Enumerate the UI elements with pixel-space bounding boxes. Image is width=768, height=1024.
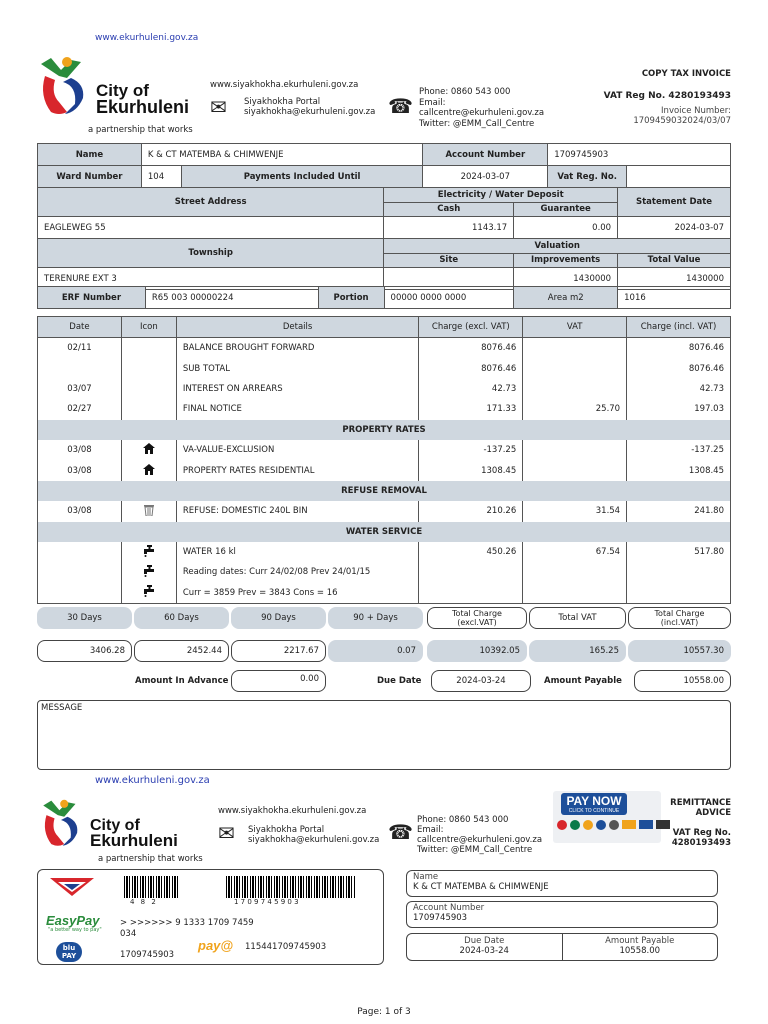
pay-now-panel[interactable] [553, 791, 661, 843]
easypay-tagline: "a better way to pay" [48, 927, 102, 933]
section-header-row [38, 420, 731, 440]
account-number: 1709745903 [548, 144, 731, 166]
row-charge-excl: 42.73 [419, 379, 523, 399]
phone-text: Phone: 0860 543 000 [419, 87, 511, 97]
row-charge-excl [419, 562, 523, 582]
row-icon [121, 338, 176, 359]
row-details: INTEREST ON ARREARS [176, 379, 419, 399]
table-row [38, 358, 731, 378]
improvements-label: Improvements [514, 253, 618, 268]
house-icon [121, 440, 176, 460]
ward-number-label: Ward Number [38, 166, 142, 188]
vat-reg-label: Vat Reg. No. [548, 166, 627, 188]
remit-email[interactable]: callcentre@ekurhuleni.gov.za [417, 835, 543, 845]
vat-reg-value [627, 166, 731, 188]
row-details: Reading dates: Curr 24/02/08 Prev 24/01/15 [176, 562, 419, 582]
row-vat: 25.70 [523, 399, 627, 419]
row-details: REFUSE: DOMESTIC 240L BIN [176, 501, 419, 521]
aging-60-label: 60 Days [134, 607, 229, 629]
barcode-2 [226, 876, 356, 898]
page-number: Page: 1 of 3 [357, 1007, 411, 1017]
total-excl-value: 10392.05 [427, 640, 527, 662]
city-logo-remit-icon [37, 799, 85, 849]
amount-payable-label: Amount Payable [544, 676, 622, 686]
row-charge-incl [627, 583, 731, 604]
col-vat: VAT [523, 317, 627, 338]
remit-title-2: ADVICE [695, 807, 731, 818]
cash-deposit: 1143.17 [384, 217, 514, 239]
remit-due-payable-box [406, 933, 718, 961]
barcode-1-text: 4 8 2 [130, 898, 158, 906]
section-title: REFUSE REMOVAL [38, 481, 731, 501]
street-address: EAGLEWEG 55 [38, 217, 384, 239]
table-row [38, 562, 731, 582]
bank-logo-icon [557, 820, 567, 830]
row-details: Curr = 3859 Prev = 3843 Cons = 16 [176, 583, 419, 604]
eft-icon [656, 820, 670, 829]
tagline-remit: a partnership that works [98, 854, 203, 864]
row-details: WATER 16 kl [176, 542, 419, 562]
portal-name: Siyakhokha Portal [244, 97, 321, 107]
deposit-label: Electricity / Water Deposit [384, 188, 618, 203]
logo-remit-line2: Ekurhuleni [90, 831, 178, 850]
blupay-reference: 1709745903 [120, 950, 175, 960]
name-label: Name [38, 144, 142, 166]
row-charge-incl: 517.80 [627, 542, 731, 562]
row-details: SUB TOTAL [176, 358, 419, 378]
envelope-icon: ✉ [210, 95, 227, 119]
row-vat [523, 583, 627, 604]
portion-label: Portion [318, 287, 384, 309]
aging-30-value: 3406.28 [37, 640, 132, 662]
row-charge-excl: 8076.46 [419, 358, 523, 378]
improvements-value: 1430000 [514, 268, 618, 290]
row-charge-excl: 1308.45 [419, 460, 523, 480]
payments-until: 2024-03-07 [423, 166, 548, 188]
col-icon: Icon [121, 317, 176, 338]
row-charge-incl: 1308.45 [627, 460, 731, 480]
bank-logo-icon [570, 820, 580, 830]
property-details-table [37, 187, 731, 290]
logo-remit-line1: City of [90, 817, 140, 834]
row-charge-incl: 42.73 [627, 379, 731, 399]
row-date: 02/27 [38, 399, 122, 419]
statement-date: 2024-03-07 [618, 217, 731, 239]
row-charge-excl: 210.26 [419, 501, 523, 521]
easypay-logo-icon: EasyPay [46, 913, 100, 928]
guarantee-deposit: 0.00 [514, 217, 618, 239]
col-charge-incl: Charge (incl. VAT) [627, 317, 731, 338]
bank-logo-icon [609, 820, 619, 830]
row-charge-incl: -137.25 [627, 440, 731, 460]
row-charge-incl [627, 562, 731, 582]
remit-portal-url[interactable]: www.siyakhokha.ekurhuleni.gov.za [218, 806, 367, 816]
row-vat [523, 379, 627, 399]
row-date [38, 542, 122, 562]
row-charge-incl: 197.03 [627, 399, 731, 419]
col-details: Details [176, 317, 419, 338]
charges-table [37, 316, 731, 604]
section-title: PROPERTY RATES [38, 420, 731, 440]
pay-now-button[interactable]: PAY NOW CLICK TO CONTINUE [561, 793, 627, 815]
tagline: a partnership that works [88, 125, 193, 135]
visa-icon [639, 820, 653, 829]
remit-name-label: Name [413, 872, 439, 882]
remit-vat-label: VAT Reg No. [672, 828, 731, 838]
remit-account-label: Account Number [413, 903, 485, 913]
row-charge-incl: 241.80 [627, 501, 731, 521]
telephone-icon-remit: ☎ [388, 820, 413, 844]
row-charge-excl: -137.25 [419, 440, 523, 460]
remit-portal-email[interactable]: siyakhokha@ekurhuleni.gov.za [248, 835, 380, 845]
portal-url[interactable]: www.siyakhokha.ekurhuleni.gov.za [210, 80, 359, 90]
row-date: 03/08 [38, 501, 122, 521]
remit-portal-name: Siyakhokha Portal [248, 825, 325, 835]
row-details: FINAL NOTICE [176, 399, 419, 419]
email-label: Email: [419, 97, 446, 108]
row-vat: 31.54 [523, 501, 627, 521]
section-header-row [38, 522, 731, 542]
invoice-number-label: Invoice Number: [661, 106, 731, 116]
remit-name-box [406, 870, 718, 897]
logo-text-line2: Ekurhuleni [96, 97, 190, 117]
aging-90-label: 90 Days [231, 607, 326, 629]
bin-icon [121, 501, 176, 521]
row-charge-excl [419, 583, 523, 604]
row-icon [121, 399, 176, 419]
mastercard-icon [622, 820, 636, 829]
website-link-remit[interactable]: www.ekurhuleni.gov.za [95, 775, 210, 786]
remit-name: K & CT MATEMBA & CHIMWENJE [413, 882, 549, 892]
section-title: WATER SERVICE [38, 522, 731, 542]
total-vat-label: Total VAT [529, 607, 626, 629]
total-vat-value: 165.25 [529, 640, 626, 662]
email-text[interactable]: callcentre@ekurhuleni.gov.za [419, 108, 545, 118]
row-charge-excl: 450.26 [419, 542, 523, 562]
col-charge-excl: Charge (excl. VAT) [419, 317, 523, 338]
account-number-label: Account Number [423, 144, 548, 166]
remit-vat-number: 4280193493 [671, 837, 731, 848]
row-icon [121, 379, 176, 399]
table-row [38, 583, 731, 604]
table-row [38, 440, 731, 460]
invoice-number: 1709459032024/03/07 [633, 115, 731, 126]
erf-number: R65 003 00000224 [145, 287, 318, 309]
tap-icon [121, 542, 176, 562]
row-vat [523, 562, 627, 582]
row-date: 03/08 [38, 460, 122, 480]
table-row [38, 379, 731, 399]
twitter-text[interactable]: Twitter: @EMM_Call_Centre [419, 118, 535, 129]
row-charge-excl: 171.33 [419, 399, 523, 419]
bank-logo-icon [583, 820, 593, 830]
section-header-row [38, 481, 731, 501]
total-incl-label: Total Charge [654, 609, 705, 618]
row-details: VA-VALUE-EXCLUSION [176, 440, 419, 460]
advance-value: 0.00 [231, 670, 326, 692]
site-label: Site [384, 253, 514, 268]
erf-details-table [37, 286, 731, 309]
house-icon [121, 460, 176, 480]
post-office-logo-icon [46, 874, 98, 900]
table-row [38, 399, 731, 419]
row-date [38, 562, 122, 582]
remit-phone: Phone: 0860 543 000 [417, 815, 509, 825]
bank-logo-icon [596, 820, 606, 830]
aging-90-value: 2217.67 [231, 640, 326, 662]
tap-icon [121, 583, 176, 604]
remit-email-label: Email: [417, 825, 444, 835]
table-row [38, 460, 731, 480]
easypay-reference: > >>>>>> 9 1333 1709 7459 [120, 918, 254, 928]
website-link-top[interactable]: www.ekurhuleni.gov.za [95, 33, 199, 43]
tap-icon [121, 562, 176, 582]
doc-title: COPY TAX INVOICE [641, 69, 731, 79]
aging-90plus-label: 90 + Days [328, 607, 423, 629]
row-vat: 67.54 [523, 542, 627, 562]
total-incl-value: 10557.30 [628, 640, 731, 662]
street-address-label: Street Address [38, 188, 384, 217]
township: TERENURE EXT 3 [38, 268, 384, 290]
table-row [38, 501, 731, 521]
row-details: BALANCE BROUGHT FORWARD [176, 338, 419, 359]
remit-title-1: REMITTANCE [670, 798, 731, 808]
message-box [37, 700, 731, 770]
total-excl-label-sub: (excl.VAT) [457, 618, 497, 627]
envelope-icon-remit: ✉ [218, 821, 235, 845]
payment-method-icons [557, 820, 670, 830]
due-date-value: 2024-03-24 [431, 670, 531, 692]
row-vat [523, 440, 627, 460]
aging-30-label: 30 Days [37, 607, 132, 629]
area: 1016 [618, 287, 731, 309]
total-value: 1430000 [618, 268, 731, 290]
aging-60-value: 2452.44 [134, 640, 229, 662]
cash-label: Cash [384, 202, 514, 217]
remit-twitter[interactable]: Twitter: @EMM_Call_Centre [417, 845, 533, 855]
row-vat [523, 460, 627, 480]
row-date [38, 358, 122, 378]
barcode-2-text: 1 7 0 9 7 4 5 9 0 3 [234, 898, 299, 906]
account-holder-name: K & CT MATEMBA & CHIMWENJE [141, 144, 423, 166]
row-charge-excl: 8076.46 [419, 338, 523, 359]
payat-logo-icon: pay@ [198, 938, 234, 953]
total-incl-label-sub: (incl.VAT) [660, 618, 699, 627]
row-charge-incl: 8076.46 [627, 338, 731, 359]
account-details-table [37, 143, 731, 188]
remit-due-label: Due Date [464, 936, 505, 946]
valuation-label: Valuation [384, 239, 731, 254]
telephone-icon: ☎ [388, 94, 413, 118]
area-label: Area m2 [514, 287, 618, 309]
remit-account-box [406, 901, 718, 928]
row-date: 03/08 [38, 440, 122, 460]
message-label: MESSAGE [41, 703, 83, 713]
payat-reference: 115441709745903 [245, 942, 327, 952]
payments-until-label: Payments Included Until [181, 166, 423, 188]
portion: 00000 0000 0000 [384, 287, 514, 309]
blupay-logo-icon: blu PAY [56, 942, 82, 962]
pay-now-sub: CLICK TO CONTINUE [568, 808, 620, 814]
easypay-reference-2: 034 [120, 929, 137, 939]
row-details: PROPERTY RATES RESIDENTIAL [176, 460, 419, 480]
remit-payable-label: Amount Payable [605, 936, 675, 946]
aging-90plus-value: 0.07 [328, 640, 423, 662]
total-excl-label: Total Charge [452, 609, 502, 618]
statement-date-label: Statement Date [618, 188, 731, 217]
advance-label: Amount In Advance [135, 676, 229, 686]
row-date: 03/07 [38, 379, 122, 399]
remit-payable: 10558.00 [619, 946, 661, 956]
barcode-1 [124, 876, 179, 898]
portal-email[interactable]: siyakhokha@ekurhuleni.gov.za [244, 107, 376, 117]
row-icon [121, 358, 176, 378]
payment-channels-box [37, 869, 384, 965]
row-date: 02/11 [38, 338, 122, 359]
ward-number: 104 [141, 166, 181, 188]
col-date: Date [38, 317, 122, 338]
vat-reg-number: VAT Reg No. 4280193493 [603, 91, 731, 101]
remit-due: 2024-03-24 [459, 946, 509, 956]
table-row [38, 542, 731, 562]
row-vat [523, 358, 627, 378]
township-label: Township [38, 239, 384, 268]
erf-number-label: ERF Number [38, 287, 146, 309]
row-date [38, 583, 122, 604]
remit-account: 1709745903 [413, 913, 468, 923]
city-logo-icon [37, 56, 89, 118]
total-value-label: Total Value [618, 253, 731, 268]
amount-payable-value: 10558.00 [634, 670, 731, 692]
row-charge-incl: 8076.46 [627, 358, 731, 378]
logo-text-line1: City of [96, 81, 149, 100]
row-vat [523, 338, 627, 359]
guarantee-label: Guarantee [514, 202, 618, 217]
table-row [38, 338, 731, 359]
due-date-label: Due Date [377, 676, 422, 686]
